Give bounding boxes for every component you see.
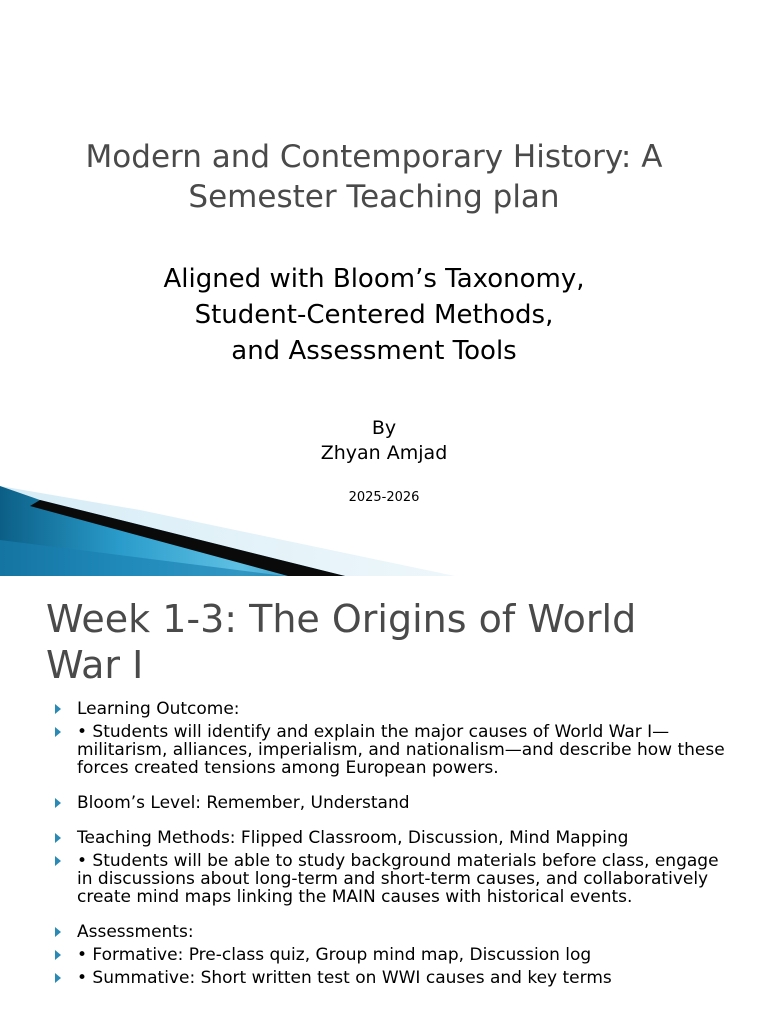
bullet-text: Learning Outcome: [77, 699, 240, 719]
bullet-arrow-icon [55, 973, 61, 983]
bullet-arrow-icon [55, 856, 61, 866]
bullet-arrow-icon [55, 704, 61, 714]
bullet-text: • Summative: Short written test on WWI causes and key terms [77, 968, 612, 988]
bullet-item-summative [0, 969, 768, 987]
bullet-arrow-icon [55, 798, 61, 808]
author-name: Zhyan Amjad [320, 442, 448, 464]
bullet-item-outcome-detail [0, 723, 768, 777]
bullet-item-teaching-methods [0, 829, 768, 847]
bullet-list [0, 700, 768, 987]
bullet-item-formative [0, 946, 768, 964]
subtitle-line-1: Aligned with Bloom’s Taxonomy, [163, 264, 585, 294]
bullet-arrow-icon [55, 950, 61, 960]
bullet-arrow-icon [55, 833, 61, 843]
year-label: 2025-2026 [348, 490, 420, 505]
content-title-line-1: Week 1-3: The Origins of World [46, 597, 637, 641]
content-title-line-2: War I [46, 643, 144, 687]
subtitle-line-3: and Assessment Tools [231, 336, 517, 366]
bullet-item-blooms-level [0, 794, 768, 812]
bullet-item-assessments [0, 923, 768, 941]
content-slide [0, 576, 768, 1024]
bullet-arrow-icon [55, 727, 61, 737]
slide-title [40, 137, 708, 217]
content-slide-title [46, 596, 746, 688]
slide-title-line-1: Modern and Contemporary History: A [85, 139, 663, 175]
bullet-text: Teaching Methods: Flipped Classroom, Discussion, Mind Mapping [77, 828, 629, 848]
subtitle-line-2: Student-Centered Methods, [194, 300, 554, 330]
slide-subtitle [60, 261, 688, 369]
bullet-text: • Students will be able to study background materials before class, engage in discussions about long-term and short-term causes, and collaboratively create mind maps linking the MAIN causes with historical events. [77, 851, 719, 907]
slide-title-line-2: Semester Teaching plan [188, 179, 560, 215]
bullet-arrow-icon [55, 927, 61, 937]
by-label: By [371, 417, 397, 439]
bullet-text: • Students will identify and explain the major causes of World War I—militarism, alliances, imperialism, and nationalism—and describe how these forces created tensions among European powers. [77, 722, 725, 778]
author-block [234, 416, 534, 466]
decorative-swoosh [0, 480, 768, 576]
bullet-text: Bloom’s Level: Remember, Understand [77, 793, 410, 813]
bullet-item-learning-outcome [0, 700, 768, 718]
bullet-item-methods-detail [0, 852, 768, 906]
bullet-text: • Formative: Pre-class quiz, Group mind map, Discussion log [77, 945, 592, 965]
bullet-text: Assessments: [77, 922, 194, 942]
